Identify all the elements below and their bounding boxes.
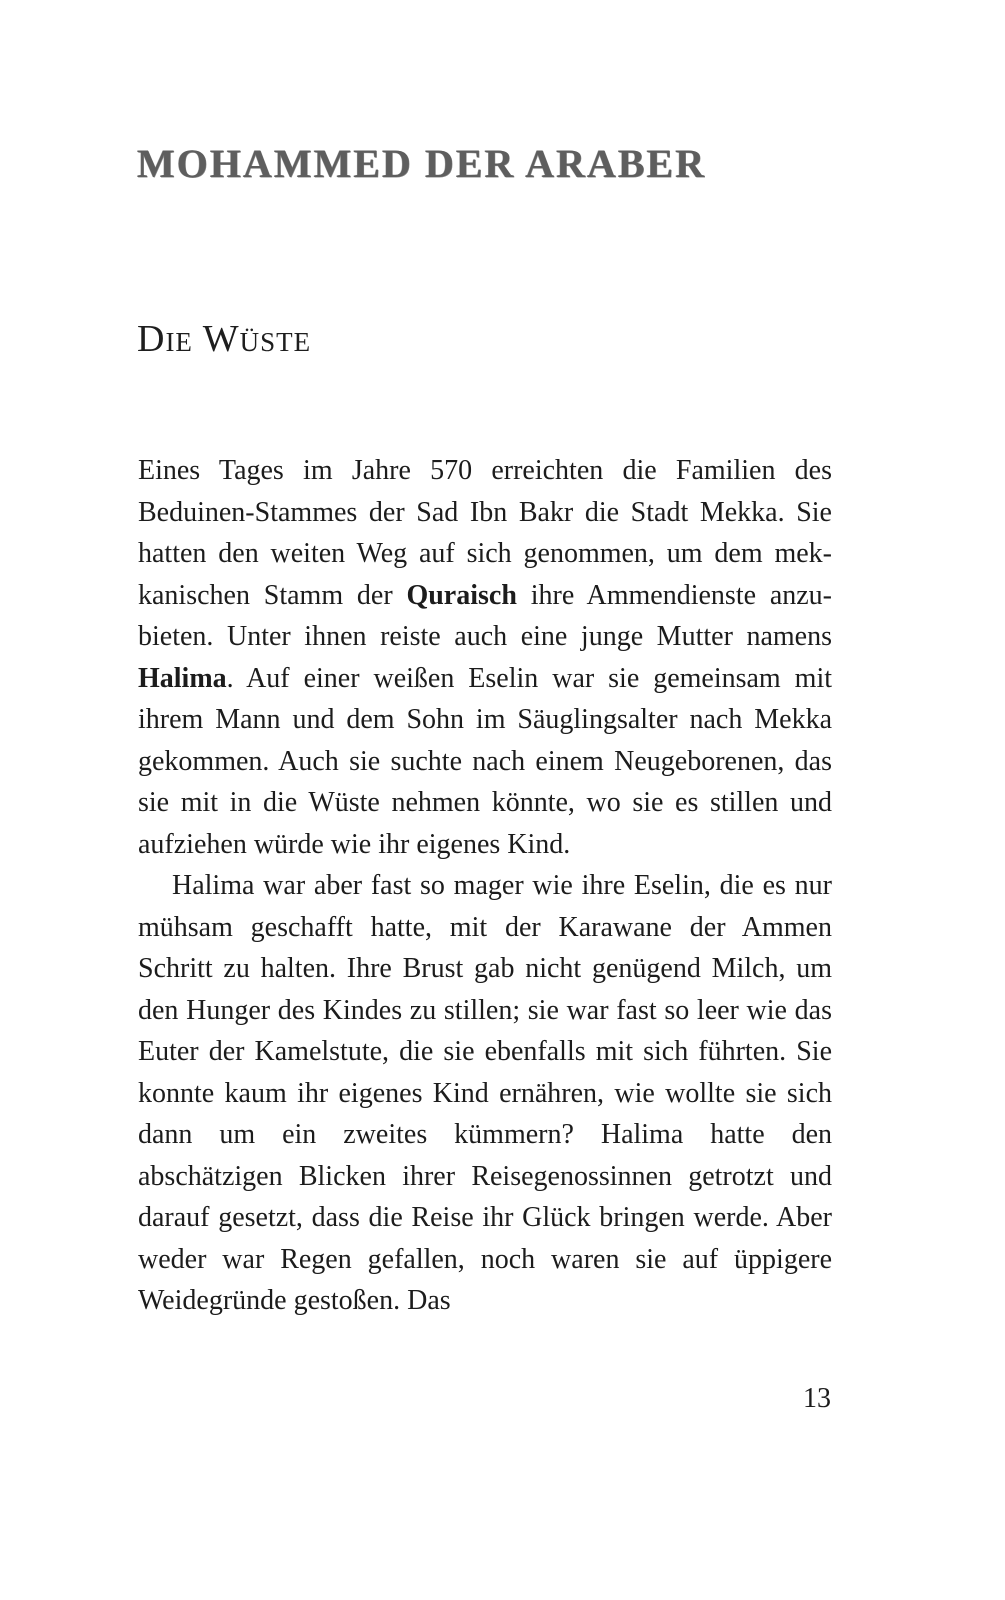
paragraph-1-part-2: ihre Ammendienste anzubieten. Unter ihnen reiste auch eine junge Mutter namens: [138, 579, 832, 652]
paragraph-1-part-1: Eines Tages im Jahre 570 erreichten die Familien des Beduinen-Stammes der Sad Ibn Bakr die Stadt Mekka. Sie hatten den weiten Weg auf sich genommen, um dem mekkanischen Stamm der: [138, 455, 832, 611]
paragraph-1-part-3: . Auf einer weißen Eselin war sie gemeinsam mit ihrem Mann und dem Sohn im Säuglingsalter nach Mekka gekommen. Auch sie suchte nach einem Neugeborenen, das sie mit in die Wüste nehmen könnte, wo sie es stillen und aufziehen würde wie ihr eigenes Kind.: [138, 662, 832, 860]
page-number: 13: [803, 1383, 831, 1414]
name-halima: Halima: [138, 662, 227, 694]
chapter-title: Die Wüste: [137, 318, 312, 360]
book-title: MOHAMMED DER ARABER: [137, 141, 707, 186]
paragraph-1: [138, 450, 832, 865]
paragraph-2: Halima war aber fast so mager wie ihre Eselin, die es nur mühsam geschafft hatte, mit der Karawane der Ammen Schritt zu halten. Ihre Brust gab nicht genügend Milch, um den Hunger des Kindes zu stillen; sie war fast so leer wie das Euter der Kamelstute, die sie ebenfalls mit sich führten. Sie konnte kaum ihr eigenes Kind ernähren, wie wollte sie sich dann um ein zweites kümmern? Halima hatte den abschätzigen Blicken ihrer Reisegenossinnen getrotzt und darauf gesetzt, dass die Reise ihr Glück bringen werde. Aber weder war Regen gefallen, noch waren sie auf üppigere Weidegründe gestoßen. Das: [138, 870, 832, 1316]
name-quraisch: Quraisch: [406, 579, 517, 611]
body-text: [138, 450, 832, 1322]
